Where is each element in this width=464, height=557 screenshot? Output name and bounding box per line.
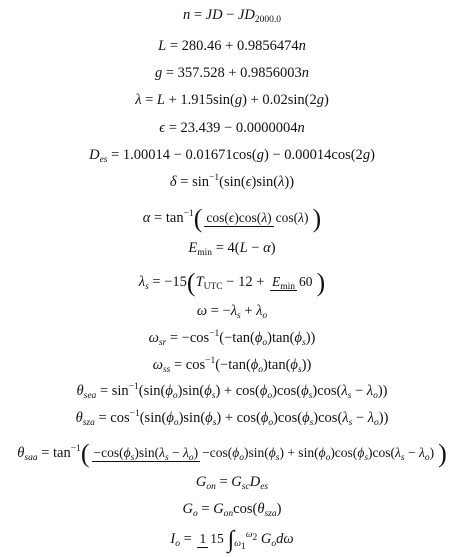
equation-subsolar-longitude: $\lambda_s = -15(T_{UTC} - 12 + E_{min}$ 60 ) xyxy=(138,267,326,297)
equation-julian-day-offset: n = JD − $JD_{2000.0}$ xyxy=(182,7,282,25)
equation-obliquity: ϵ = 23.439 − 0.0000004n xyxy=(159,120,305,136)
equation-solar-elevation-angle: $\theta_{sea} = \sin^{-1}(\sin(\phi_o)\sin(\phi_s) + \cos(\phi_o)\cos(\phi_s)\cos(\lambda_s - \lambda_o))$ xyxy=(76,382,388,401)
equation-mean-longitude: L = 280.46 + 0.9856474n xyxy=(158,38,306,54)
equation-equation-of-time: $E_{min} = 4(L - \alpha)$ xyxy=(188,240,276,258)
equation-horizontal-irradiance: $G_o = G_{on}\cos(\theta_{sza})$ xyxy=(182,501,282,519)
equation-sunrise-hour-angle: $\omega_{sr} = -\cos^{-1}(-\tan(\phi_o)\tan(\phi_s))$ xyxy=(148,329,316,348)
equation-daily-insolation: $I_o = 1$ 15 $\int_{\omega_1}^{\omega_2}$ $G_od\omega$ xyxy=(170,526,294,553)
equation-sunset-hour-angle: $\omega_{ss} = \cos^{-1}(-\tan(\phi_o)\tan(\phi_s))$ xyxy=(152,356,312,375)
equation-solar-zenith-angle: $\theta_{sza} = \cos^{-1}(\sin(\phi_o)\sin(\phi_s) + \cos(\phi_o)\cos(\phi_s)\cos(\lambda_s - \lambda_o))$ xyxy=(75,409,389,428)
equation-declination: $\delta = \sin^{-1}(\sin(\epsilon)\sin(\lambda))$ xyxy=(169,173,295,190)
equation-extraterrestrial-irradiance: $G_{on} = G_{sc}D_{es}$ xyxy=(195,474,269,492)
equation-ecliptic-longitude: λ = L + 1.915sin(g) + 0.02sin(2g) xyxy=(135,92,329,108)
equation-earth-sun-distance: $D_{es} = 1.00014 - 0.01671\cos(g) - 0.00014\cos(2g)$ xyxy=(89,147,375,165)
equation-hour-angle: $\omega = -\lambda_s + \lambda_o$ xyxy=(196,303,268,321)
equation-right-ascension: $\alpha = \tan^{-1}$( cos(ϵ)cos(λ) cos(λ) ) xyxy=(142,203,322,233)
equation-solar-azimuth-angle: $\theta_{saa} = \tan^{-1}( -\cos(\phi_s)\sin(\lambda_s - \lambda_o) -\cos(\phi_o)\sin(\phi_s) + \sin(\phi_o)\cos(\phi_s)\cos(\lambda_s - \lambda_o)$ ) xyxy=(17,438,447,468)
equation-mean-anomaly: g = 357.528 + 0.9856003n xyxy=(154,65,310,81)
